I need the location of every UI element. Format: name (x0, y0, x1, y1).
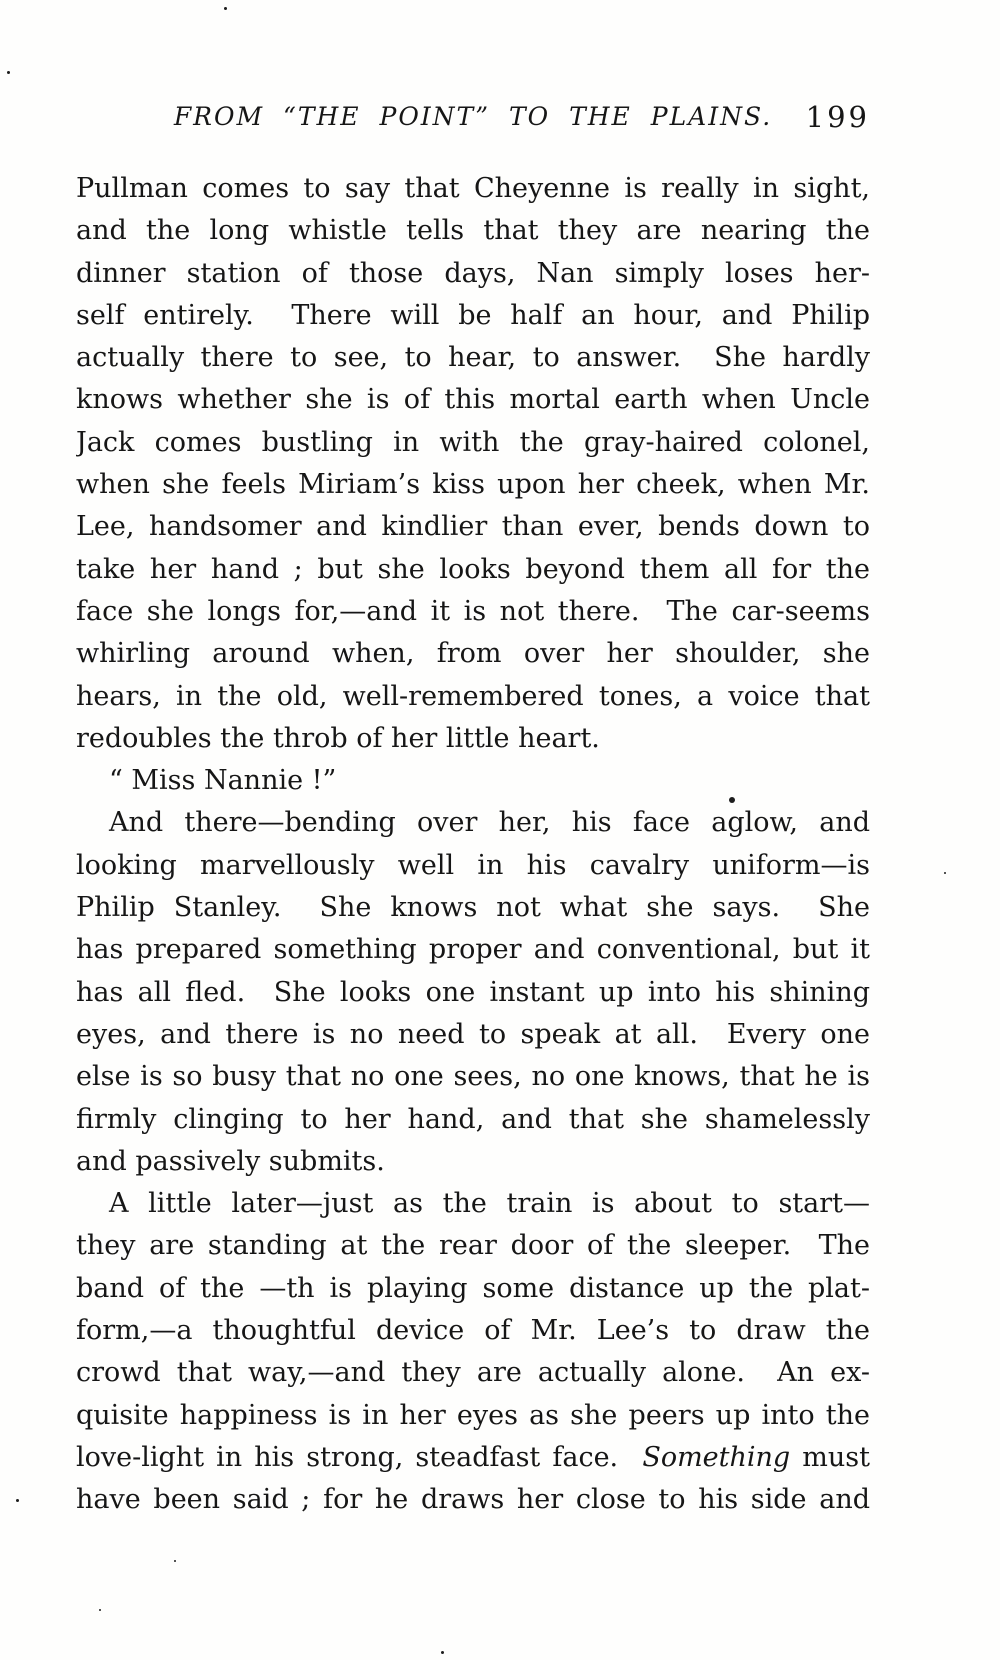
text-line (76, 295, 870, 337)
text-segment: Pullman comes to say that Cheyenne is really in sight, (76, 173, 870, 204)
text-segment: band of the —th is playing some distance up the plat- (76, 1272, 870, 1304)
text-segment: crowd that way,—and they are actually alone. An ex- (76, 1357, 870, 1389)
text-line (76, 1352, 870, 1394)
text-line (76, 422, 870, 464)
text-segment: form,—a thoughtful device of Mr. Lee’s to draw the (76, 1315, 870, 1347)
text-segment: hears, in the old, well-remembered tones, a voice that (76, 680, 870, 712)
ink-speck (441, 1651, 444, 1654)
text-segment: has prepared something proper and conventional, but it (76, 934, 870, 966)
text-segment: when she feels Miriam’s kiss upon her cheek, when Mr. (76, 469, 870, 501)
text-segment: and passively submits. (76, 1145, 385, 1177)
text-line (76, 1141, 870, 1183)
text-segment: face she longs for,—and it is not there. The car-seems (76, 595, 870, 627)
text-line (76, 1437, 870, 1479)
text-segment: and the long whistle tells that they are nearing the (76, 215, 870, 247)
text-segment: have been said ; for he draws her close to his side and (76, 1484, 870, 1516)
text-line (76, 887, 870, 929)
text-segment: else is so busy that no one sees, no one knows, that he is (76, 1061, 870, 1093)
ink-speck (944, 872, 946, 874)
text-line (76, 1479, 870, 1521)
page-number: 199 (805, 100, 870, 134)
text-segment: knows whether she is of this mortal earth when Uncle (76, 384, 870, 416)
ink-speck (729, 797, 735, 803)
text-segment: eyes, and there is no need to speak at all. Every one (76, 1018, 870, 1050)
text-line (76, 1099, 870, 1141)
text-segment: actually there to see, to hear, to answer. She hardly (76, 342, 870, 374)
text-line (76, 591, 870, 633)
text-line (76, 506, 870, 548)
text-segment: whirling around when, from over her shoulder, she (76, 638, 870, 670)
text-segment: has all fled. She looks one instant up into his shining (76, 976, 870, 1008)
ink-speck (224, 7, 227, 10)
text-segment: they are standing at the rear door of the sleeper. The (76, 1230, 870, 1262)
text-line (76, 676, 870, 718)
text-line (76, 253, 870, 295)
text-segment: “ Miss Nannie !” (109, 765, 337, 797)
text-line (76, 1225, 870, 1267)
ink-speck (7, 71, 10, 74)
text-line (76, 1395, 870, 1437)
text-line (76, 549, 870, 591)
text-line (76, 760, 870, 802)
text-segment: And there—bending over her, his face aglow, and (109, 807, 870, 839)
text-segment: Philip Stanley. She knows not what she says. She (76, 892, 870, 924)
text-line (76, 379, 870, 421)
running-head-title: FROM “THE POINT” TO THE PLAINS. (173, 102, 773, 131)
text-line (76, 1183, 870, 1225)
text-segment: dinner station of those days, Nan simply loses her- (76, 257, 870, 289)
text-segment: quisite happiness is in her eyes as she peers up into the (76, 1399, 870, 1431)
text-line (76, 210, 870, 252)
page-header (76, 100, 870, 140)
text-line (76, 845, 870, 887)
ink-speck (174, 1560, 176, 1562)
text-line (76, 972, 870, 1014)
italic-text: Something (642, 1441, 791, 1473)
text-segment: self entirely. There will be half an hour, and Philip (76, 299, 870, 331)
text-line (76, 718, 870, 760)
text-line (76, 464, 870, 506)
text-line (76, 802, 870, 844)
ink-speck (16, 1499, 19, 1502)
text-segment: Lee, handsomer and kindlier than ever, bends down to (76, 511, 870, 543)
text-line (76, 929, 870, 971)
text-line (76, 1014, 870, 1056)
ink-speck (99, 1609, 101, 1611)
text-line (76, 633, 870, 675)
text-segment: love-light in his strong, steadfast face. (76, 1441, 643, 1473)
text-segment: Jack comes bustling in with the gray-haired colonel, (76, 426, 870, 458)
text-segment: redoubles the throb of her little heart. (76, 722, 600, 754)
page-body (76, 168, 870, 1522)
text-line (76, 168, 870, 210)
text-segment: take her hand ; but she looks beyond them all for the (76, 553, 870, 585)
text-line (76, 337, 870, 379)
text-segment: must (790, 1441, 870, 1473)
text-segment: looking marvellously well in his cavalry uniform—is (76, 849, 870, 881)
text-segment: firmly clinging to her hand, and that she shamelessly (76, 1103, 870, 1135)
text-segment: A little later—just as the train is about to start— (109, 1188, 870, 1220)
text-line (76, 1310, 870, 1352)
text-line (76, 1268, 870, 1310)
text-line (76, 1056, 870, 1098)
